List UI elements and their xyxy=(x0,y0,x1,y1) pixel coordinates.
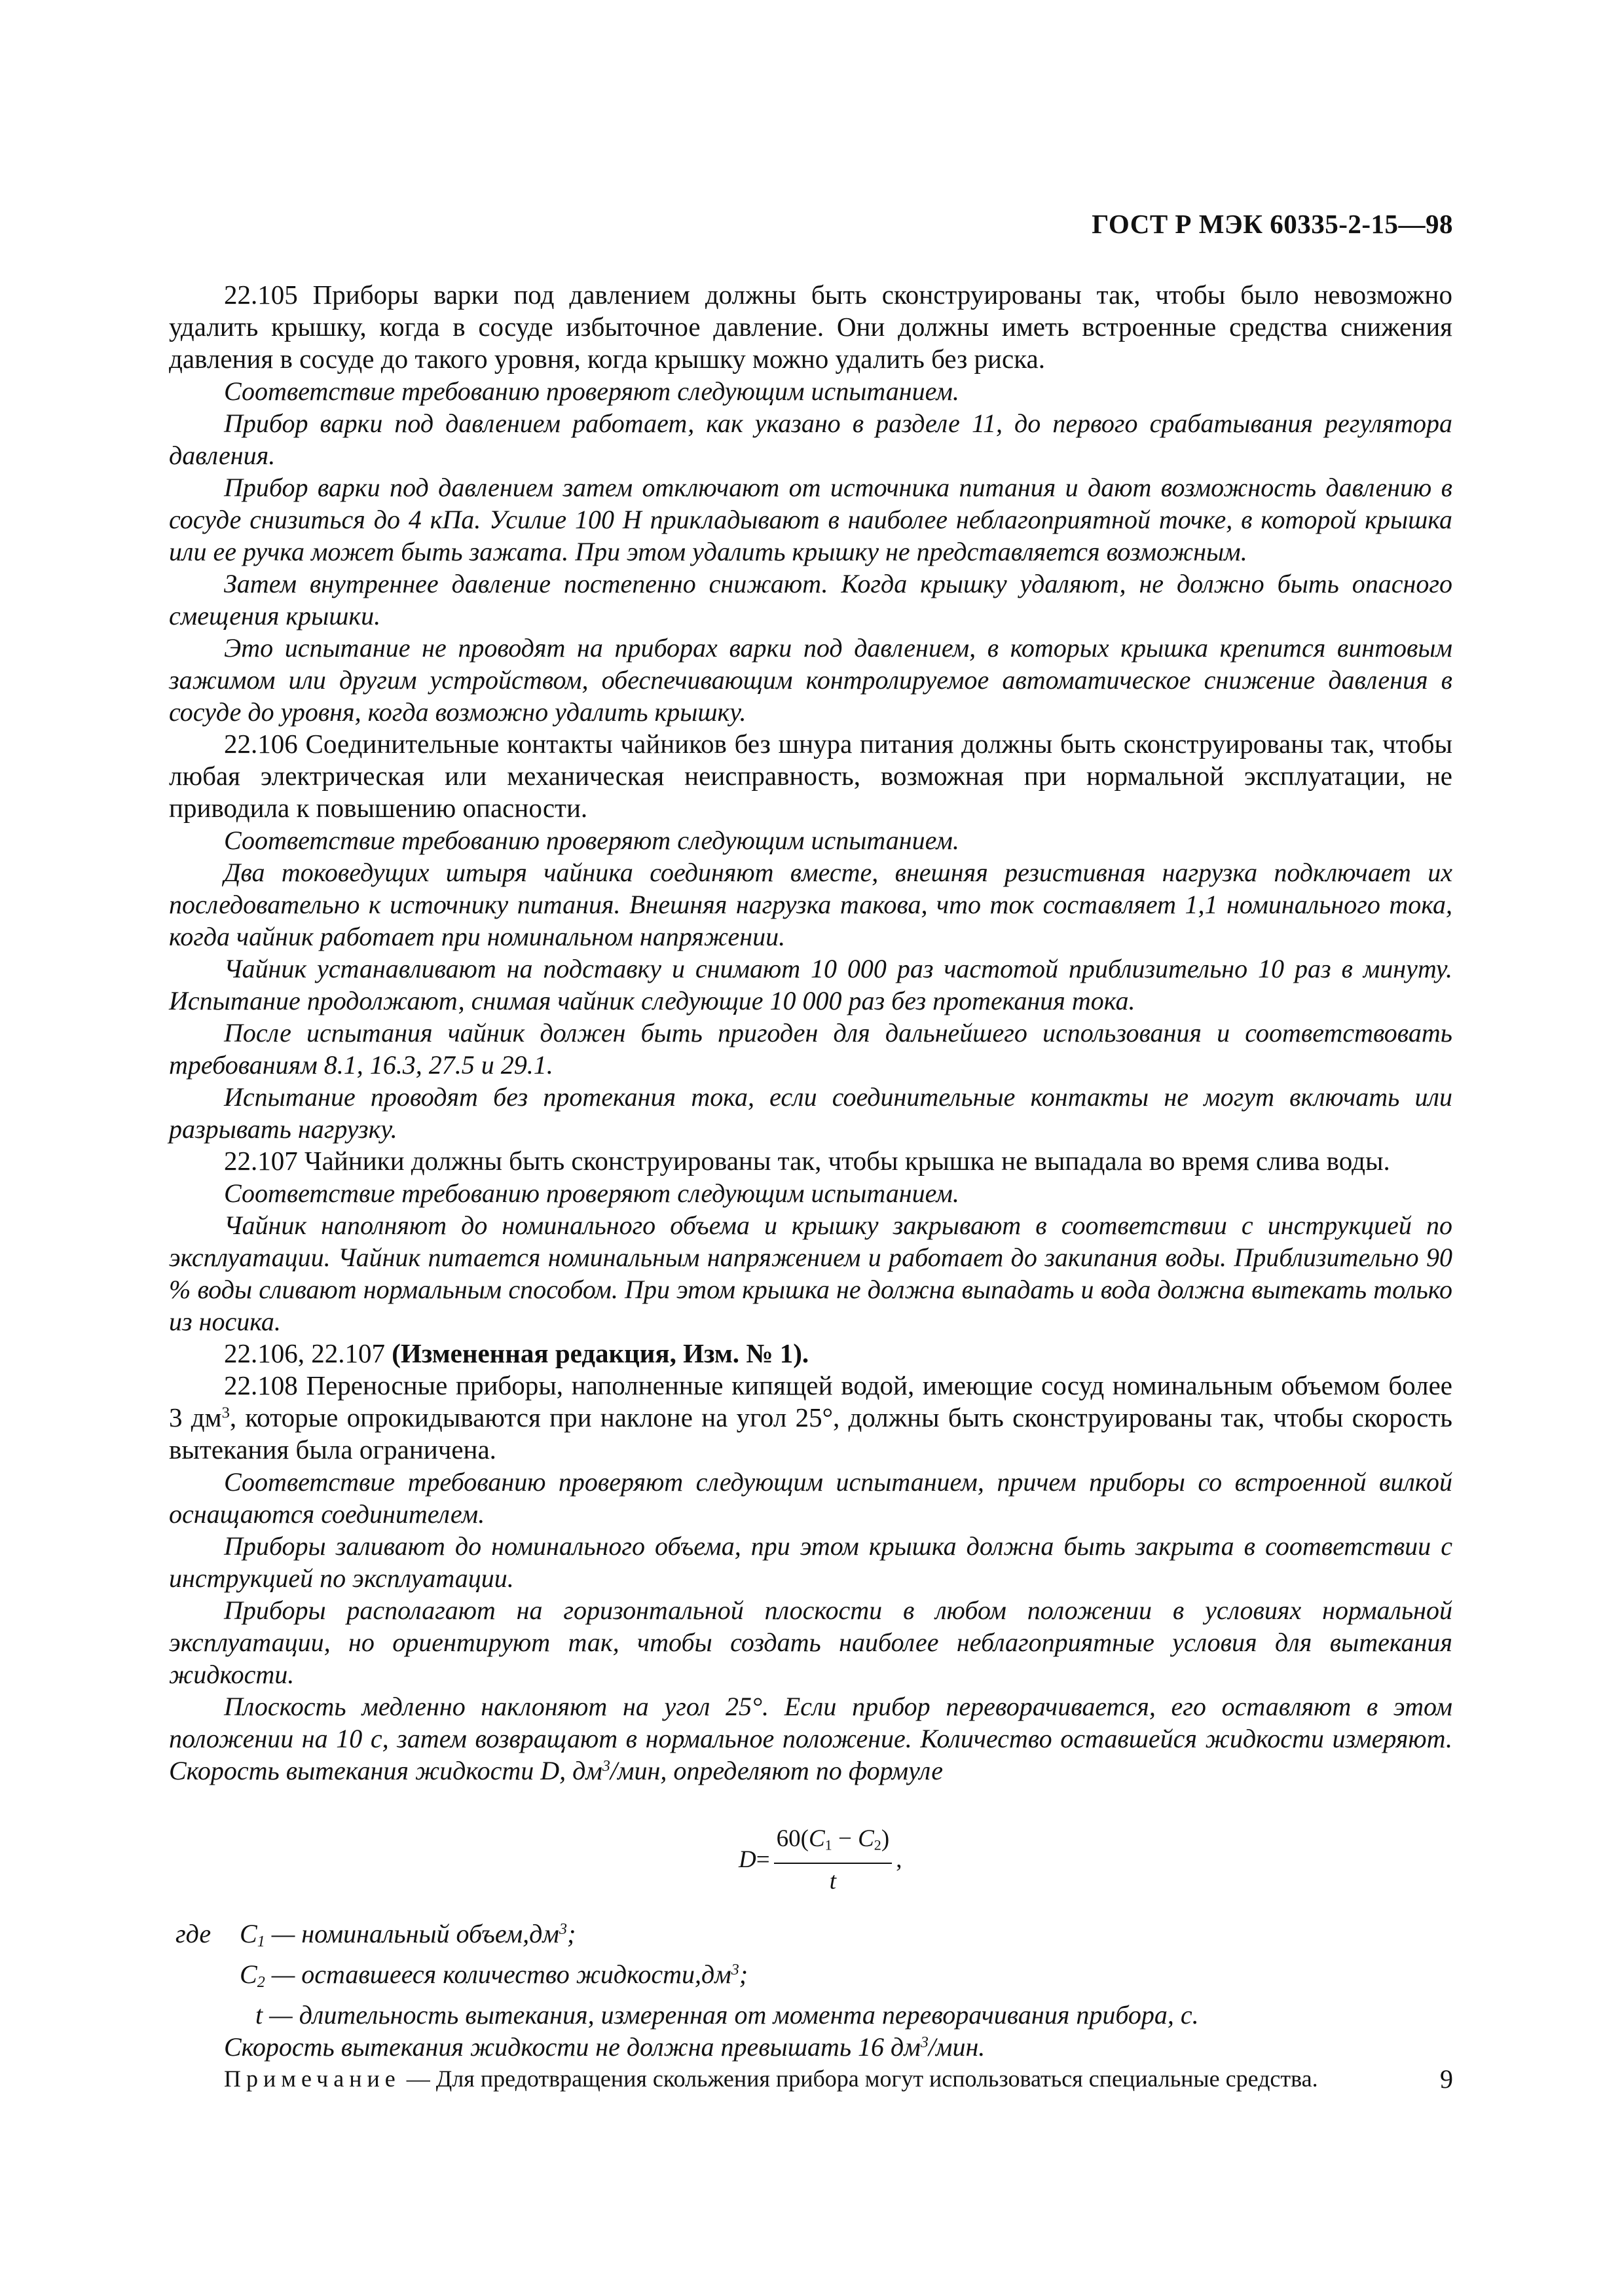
limit-text-a: Скорость вытекания жидкости не должна превышать 16 дм xyxy=(224,2032,921,2062)
paragraph: Чайник устанавливают на подставку и снимают 10 000 раз частотой приблизительно 10 раз в минуту. Испытание продолжают, снимая чайник следующие 10 000 раз без протекания тока. xyxy=(169,954,1452,1015)
p108-sup: 3 xyxy=(221,1404,230,1422)
paragraph: Прибор варки под давлением работает, как указано в разделе 11, до первого срабатывания регулятора давления. xyxy=(169,409,1452,470)
amendment-line xyxy=(169,1338,1452,1370)
tilt-text-b: /мин, определяют по формуле xyxy=(610,1756,943,1785)
paragraph: Затем внутреннее давление постепенно снижают. Когда крышку удаляют, не должно быть опасного смещения крышки. xyxy=(169,569,1452,630)
where-line-1 xyxy=(169,1918,1452,1958)
formula-denominator: t xyxy=(829,1867,837,1895)
num-c1: C xyxy=(808,1825,825,1852)
formula-fraction xyxy=(774,1823,893,1897)
num-minus: − xyxy=(832,1825,858,1852)
paragraph-22-108 xyxy=(169,1370,1452,1466)
where-c2-end: ; xyxy=(739,1959,748,1989)
num-b: ) xyxy=(881,1825,890,1852)
paragraph-group-2 xyxy=(169,1466,1452,1690)
formula-comma: , xyxy=(896,1846,902,1874)
limit-sup: 3 xyxy=(920,2033,929,2051)
paragraph: Приборы располагают на горизонтальной плоскости в любом положении в условиях нормальной эксплуатации, но ориентируют так, чтобы создать наиболее неблагоприятные условия для вытекания жидкости. xyxy=(169,1595,1452,1689)
paragraph: Соответствие требованию проверяют следующим испытанием, причем приборы со встроенной вилкой оснащаются соединителем. xyxy=(169,1467,1452,1529)
where-line-2 xyxy=(169,1958,1452,1999)
paragraph: Прибор варки под давлением затем отключают от источника питания и дают возможность давлению в сосуде снизиться до 4 кПа. Усилие 100 Н прикладывают в наиболее неблагоприятной точке, в которой крышка или ее ручка может быть зажата. При этом удалить крышку не представляется возможным. xyxy=(169,473,1452,566)
where-c1-sub: 1 xyxy=(257,1933,265,1950)
paragraph: Соответствие требованию проверяют следующим испытанием. xyxy=(224,826,959,855)
where-c1-text: — номинальный объем,дм xyxy=(265,1919,559,1948)
tilt-text-a: Плоскость медленно наклоняют на угол 25°. Если прибор переворачивается, его оставляют в этом положении на 10 с, затем возвращают в нормальное положение. Количество оставшейся жидкости измеряют. Скорость вытекания жидкости D, дм xyxy=(169,1692,1452,1785)
paragraph: Чайник наполняют до номинального объема и крышку закрывают в соответствии с инструкцией по эксплуатации. Чайник питается номинальным напряжением и работает до закипания воды. Приблизительно 90 % воды сливают нормальным способом. При этом крышка не должна выпадать и вода должна вытекать только из носика. xyxy=(169,1211,1452,1336)
paragraph: Соответствие требованию проверяют следующим испытанием. xyxy=(224,1178,959,1208)
amendment-prefix: 22.106, 22.107 xyxy=(224,1338,392,1368)
p108-text-a: 22.108 Переносные приборы, наполненные кипящей водой, имеющие сосуд номинальным объемом более 3 дм xyxy=(169,1370,1452,1432)
paragraph-limit xyxy=(169,2031,1452,2063)
amendment-bold: (Измененная редакция, Изм. № 1). xyxy=(392,1338,809,1368)
paragraph: 22.107 Чайники должны быть сконструированы так, чтобы крышка не выпадала во время слива воды. xyxy=(224,1146,1390,1176)
paragraph: Это испытание не проводят на приборах варки под давлением, в которых крышка крепится винтовым зажимом или другим устройством, обеспечивающим контролируемое автоматическое снижение давления в сосуде до уровня, когда возможно удалить крышку. xyxy=(169,633,1452,727)
paragraph: Испытание проводят без протекания тока, если соединительные контакты не могут включать или разрывать нагрузку. xyxy=(169,1082,1452,1144)
formula-eq: = xyxy=(756,1846,770,1874)
note xyxy=(169,2063,1452,2095)
where-c2-sub: 2 xyxy=(257,1974,265,1991)
where-c1-end: ; xyxy=(566,1919,576,1948)
where-line-3 xyxy=(169,1999,1452,2031)
where-c2-sup: 3 xyxy=(731,1961,739,1978)
p108-text-b: , которые опрокидываются при наклоне на угол 25°, должны быть сконструированы так, чтобы скорость вытекания была ограничена. xyxy=(169,1402,1452,1465)
paragraph-group-1 xyxy=(169,279,1452,1338)
paragraph: После испытания чайник должен быть пригоден для дальнейшего использования и соответствовать требованиям 8.1, 16.3, 27.5 и 29.1. xyxy=(169,1018,1452,1080)
formula xyxy=(739,1823,902,1897)
where-var-c1: C xyxy=(240,1919,257,1948)
page-number: 9 xyxy=(1440,2064,1453,2094)
num-c1-sub: 1 xyxy=(824,1836,832,1853)
formula-lhs: D xyxy=(739,1846,756,1874)
document-header: ГОСТ Р МЭК 60335-2-15—98 xyxy=(1092,209,1453,239)
paragraph: 22.105 Приборы варки под давлением должны быть сконструированы так, чтобы было невозможно удалить крышку, когда в сосуде избыточное давление. Они должны иметь встроенные средства снижения давления в сосуде до такого уровня, когда крышку можно удалить без риска. xyxy=(169,280,1452,374)
document-body xyxy=(169,279,1452,2095)
formula-numerator xyxy=(774,1823,893,1864)
paragraph: Соответствие требованию проверяют следующим испытанием. xyxy=(224,376,959,406)
where-var-t: t xyxy=(255,2000,263,2030)
tilt-sup: 3 xyxy=(602,1757,610,1775)
paragraph-tilt xyxy=(169,1690,1452,1787)
paragraph: 22.106 Соединительные контакты чайников без шнура питания должны быть сконструированы так, чтобы любая электрическая или механическая неисправность, возможная при нормальной эксплуатации, не приводила к повышению опасности. xyxy=(169,729,1452,823)
paragraph: Приборы заливают до номинального объема, при этом крышка должна быть закрыта в соответствии с инструкцией по эксплуатации. xyxy=(169,1531,1452,1593)
num-c2-sub: 2 xyxy=(874,1836,881,1853)
formula-block xyxy=(169,1806,1452,1911)
note-text: — Для предотвращения скольжения прибора могут использоваться специальные средства. xyxy=(400,2066,1318,2092)
where-t-text: — длительность вытекания, измеренная от момента переворачивания прибора, с. xyxy=(263,2000,1199,2030)
num-c2: C xyxy=(858,1825,874,1852)
where-lead: где xyxy=(175,1919,212,1948)
paragraph: Два токоведущих штыря чайника соединяют вместе, внешняя резистивная нагрузка подключает их последовательно к источнику питания. Внешняя нагрузка такова, что ток составляет 1,1 номинального тока, когда чайник работает при номинальном напряжении. xyxy=(169,858,1452,951)
where-c2-text: — оставшееся количество жидкости,дм xyxy=(265,1959,731,1989)
where-var-c2: C xyxy=(240,1959,257,1989)
num-a: 60( xyxy=(776,1825,809,1852)
note-label: Примечание xyxy=(224,2066,401,2092)
limit-text-b: /мин. xyxy=(928,2032,986,2062)
where-c1-sup: 3 xyxy=(559,1920,567,1938)
